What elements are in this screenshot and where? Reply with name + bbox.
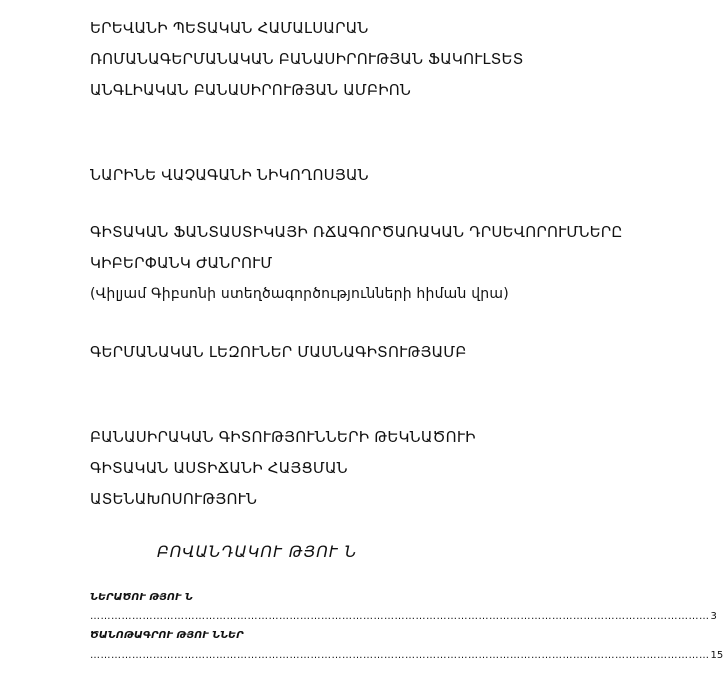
degree-line-1: ԲԱՆԱՍԻՐԱԿԱՆ ԳԻՏՈՒԹՅՈՒՆՆԵՐԻ ԹԵԿՆԱԾՈՒԻ <box>90 428 476 446</box>
university-name: ԵՐԵՎԱՆԻ ՊԵՏԱԿԱՆ ՀԱՄԱԼՍԱՐԱՆ <box>90 19 369 37</box>
faculty-name: ՌՈՄԱՆԱԳԵՐՄԱՆԱԿԱՆ ԲԱՆԱՍԻՐՈՒԹՅԱՆ ՖԱԿՈՒԼՏԵՏ <box>90 50 524 68</box>
dot-leader: …………………………………………………………………………………………………………………………………………………………… <box>90 650 710 661</box>
thesis-title-line-2: ԿԻԲԵՐՓԱՆԿ ԺԱՆՐՈՒՄ <box>90 254 273 272</box>
thesis-title-note: (Վիլյամ Գիբսոնի ստեղծագործությունների հիման վրա) <box>90 286 509 302</box>
toc-entry-leader <box>90 650 723 661</box>
author-name: ՆԱՐԻՆԵ ՎԱՉԱԳԱՆԻ ՆԻԿՈՂՈՍՅԱՆ <box>90 166 369 184</box>
toc-entry-leader <box>90 611 717 622</box>
chair-name: ԱՆԳԼԻԱԿԱՆ ԲԱՆԱՍԻՐՈՒԹՅԱՆ ԱՄԲԻՈՆ <box>90 81 412 99</box>
toc-title: ԲՈՎԱՆԴԱԿՈՒ ԹՅՈՒ Ն <box>157 542 358 561</box>
degree-line-3: ԱՏԵՆԱԽՈՍՈՒԹՅՈՒՆ <box>90 490 258 508</box>
toc-entry-label: ՆԵՐԱԾՈՒ ԹՅՈՒ Ն <box>90 592 193 603</box>
thesis-title-line-1: ԳԻՏԱԿԱՆ ՖԱՆՏԱՍՏԻԿԱՅԻ ՌՃԱԳՈՐԾԱՌԱԿԱՆ ԴՐՍԵՎՈՐՈՒՄՆԵՐԸ <box>90 223 623 241</box>
dot-leader: …………………………………………………………………………………………………………………………………………………………… <box>90 611 710 622</box>
degree-line-2: ԳԻՏԱԿԱՆ ԱՍՏԻՃԱՆԻ ՀԱՅՑՄԱՆ <box>90 459 348 477</box>
toc-entry-page: 3 <box>710 611 717 622</box>
specialty: ԳԵՐՄԱՆԱԿԱՆ ԼԵԶՈՒՆԵՐ ՄԱՍՆԱԳԻՏՈՒԹՅԱՄԲ <box>90 343 467 361</box>
toc-entry-page: 15 <box>710 650 723 661</box>
toc-entry-label: ԾԱՆՈԹԱԳՐՈՒ ԹՅՈՒ ՆՆԵՐ <box>90 630 244 641</box>
